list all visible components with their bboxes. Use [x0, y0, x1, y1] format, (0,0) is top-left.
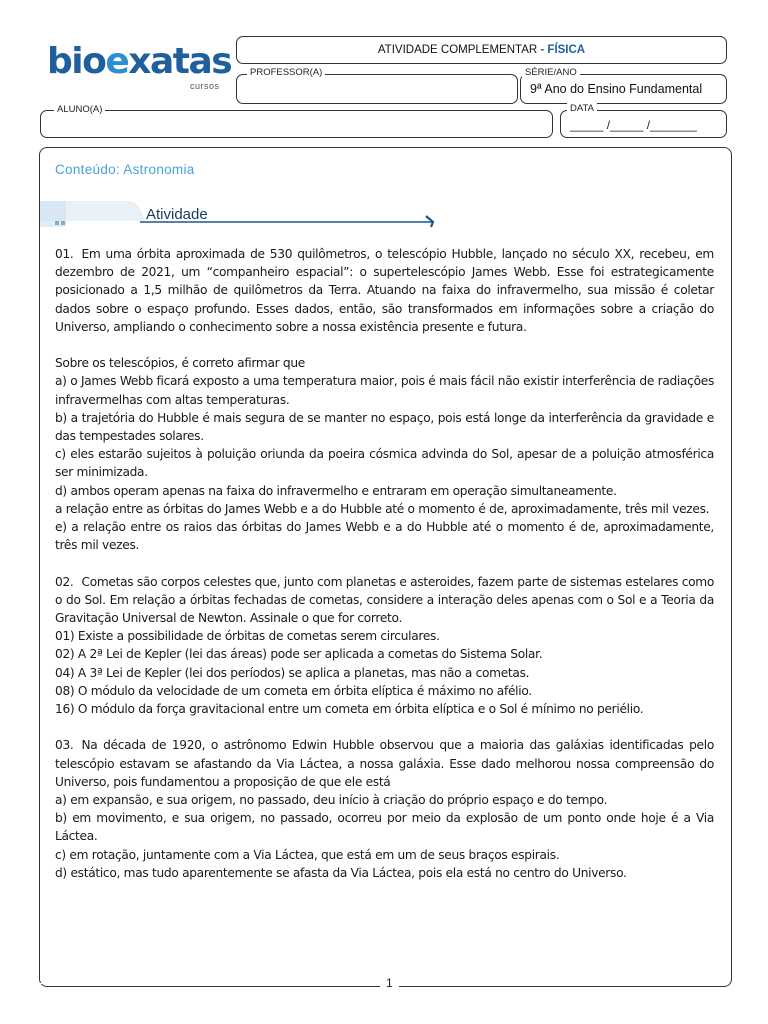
question-1-option: e) a relação entre os raios das órbitas do James Webb e a do Hubble até o momento é de, aproximadamente, três mil vezes.: [55, 520, 714, 553]
question-3-option: d) estático, mas tudo aparentemente se afasta da Via Láctea, pois ela está no centro do Universo.: [55, 865, 627, 880]
aluno-label: ALUNO(A): [54, 104, 105, 115]
question-2-option: 04) A 3ª Lei de Kepler (lei dos períodos) se aplica a planetas, mas não a cometas.: [55, 665, 530, 680]
question-1-option: a) o James Webb ficará exposto a uma temperatura maior, pois é mais fácil não existir interferência de radiações infravermelhas com altas temperaturas.: [55, 374, 714, 407]
serie-value: 9ª Ano do Ensino Fundamental: [530, 82, 703, 96]
question-1-option: b) a trajetória do Hubble é mais segura de se manter no espaço, pois está longe da interferência da gravidade e das tempestades solares.: [55, 410, 714, 444]
activity-title-box: [236, 36, 727, 64]
logo-text: bioexatas: [47, 41, 232, 82]
question-3-option: a) em expansão, e sua origem, no passado, deu início à criação do próprio espaço e do tempo.: [55, 793, 608, 808]
logo-mark: e: [105, 41, 129, 82]
section-title: Atividade: [146, 206, 208, 223]
activity-title: ATIVIDADE COMPLEMENTAR - FÍSICA: [377, 44, 586, 56]
section-banner: [40, 199, 440, 231]
question-1-option: d) ambos operam apenas na faixa do infravermelho e entraram em operação simultaneamente.: [55, 483, 617, 498]
question-1-prompt: Sobre os telescópios, é correto afirmar que: [55, 356, 305, 371]
page-number-divider-left: [39, 983, 369, 984]
question-2-option: 01) Existe a possibilidade de órbitas de cometas serem circulares.: [55, 629, 440, 644]
question-3-text: 03. Na década de 1920, o astrônomo Edwin Hubble observou que a maioria das galáxias identificadas pelo telescópio estavam se afastando da Via Láctea, a nossa galáxia. Esse dado melhorou nossa compreensão do Universo, pois fundamentou a proposição de que ele está: [55, 738, 714, 789]
professor-label: PROFESSOR(A): [247, 67, 325, 78]
question-2-text: 02. Cometas são corpos celestes que, junto com planetas e asteroides, fazem parte de sistemas estelares como o do Sol. Em relação a órbitas fechadas de cometas, considere a interação deles apenas com o Sol e a Teoria da Gravitação Universal de Newton. Assinale o que for correto.: [55, 574, 714, 626]
logo-subtitle: cursos: [190, 81, 220, 91]
serie-label: SÉRIE/ANO: [522, 67, 580, 78]
question-2-option: 02) A 2ª Lei de Kepler (lei das áreas) pode ser aplicada a cometas do Sistema Solar.: [55, 647, 543, 662]
data-label: DATA: [567, 103, 597, 114]
page-number: 1: [380, 976, 399, 990]
question-3-option: c) em rotação, juntamente com a Via Láctea, que está em um de seus braços espirais.: [55, 847, 560, 862]
question-1-option: a relação entre as órbitas do James Webb e a do Hubble até o momento é de, aproximadamente, três mil vezes.: [55, 501, 710, 516]
aluno-field[interactable]: [40, 110, 553, 138]
question-2-option: 16) O módulo da força gravitacional entre um cometa em órbita elíptica e o Sol é mínimo no periélio.: [55, 702, 644, 717]
logo: [47, 42, 231, 82]
question-1-option: c) eles estarão sujeitos à poluição oriunda da poeira cósmica advinda do Sol, apesar de a poluição atmosférica ser minimizada.: [55, 447, 714, 480]
data-value: _____ /_____ /_______: [570, 118, 697, 132]
questions-body: [55, 245, 714, 882]
question-3-option: b) em movimento, e sua origem, no passado, ocorreu por meio da explosão de um ponto onde hoje é a Via Láctea.: [55, 811, 714, 844]
content-topic: Conteúdo: Astronomia: [55, 162, 195, 177]
question-2-option: 08) O módulo da velocidade de um cometa em órbita elíptica é máximo no afélio.: [55, 683, 532, 698]
subject-label: - FÍSICA: [540, 44, 586, 56]
question-1-text: 01. Em uma órbita aproximada de 530 quilômetros, o telescópio Hubble, lançado no século XX, recebeu, em dezembro de 2021, um “companheiro espacial”: o supertelescópio James Webb. Esse foi estrategicamente posicionado a 1,5 milhão de quilômetros da Terra. Atuando na faixa do infravermelho, sua missão é coletar dados sobre o espaço profundo. Esses dados, então, são transformados em informações sobre a criação do Universo, ampliando o conhecimento sobre a nossa existência presente e futura.: [55, 247, 714, 334]
professor-field[interactable]: [236, 74, 518, 104]
